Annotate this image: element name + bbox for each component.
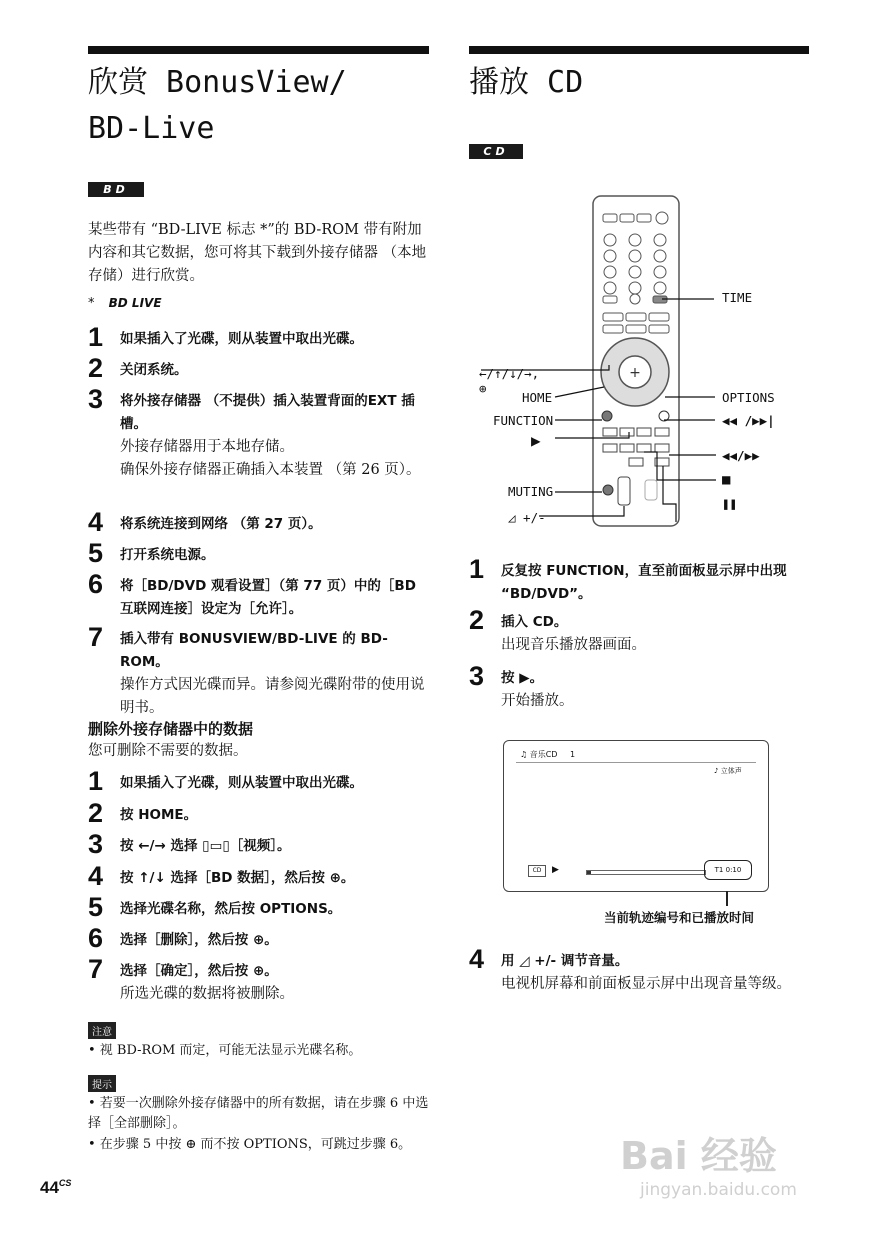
cd-step-4: 4 用 ◿ +/- 调节音量。 电视机屏幕和前面板显示屏中出现音量等级。 bbox=[469, 944, 791, 992]
rew-ff-label: ◀◀/▶▶ bbox=[722, 448, 760, 463]
step-5: 5 打开系统电源。 bbox=[88, 538, 215, 568]
baidu-watermark-url: jingyan.baidu.com bbox=[640, 1180, 797, 1200]
cd-step-1: 1 反复按 FUNCTION，直至前面板显示屏中出现 “BD/DVD”。 bbox=[469, 554, 787, 602]
step-1: 1 如果插入了光碟，则从装置中取出光碟。 bbox=[88, 322, 363, 352]
delete-step-6: 6 选择［删除］，然后按 ⊕。 bbox=[88, 923, 278, 953]
page-number: $44^{CS}$ bbox=[40, 1178, 72, 1197]
progress-bar bbox=[586, 870, 706, 875]
left-top-rule bbox=[88, 46, 429, 54]
muting-label: MUTING bbox=[508, 484, 554, 499]
screen-divider bbox=[516, 762, 756, 763]
note-label: 注意 bbox=[88, 1022, 116, 1039]
delete-heading: 删除外接存储器中的数据 bbox=[88, 720, 254, 738]
tip-label: 提示 bbox=[88, 1075, 116, 1092]
volume-rocker bbox=[618, 477, 630, 505]
section-title-play-cd: 播放 CD bbox=[469, 65, 584, 100]
bd-live-logo-note: * BD LIVE bbox=[88, 296, 162, 311]
delete-intro: 您可删除不需要的数据。 bbox=[88, 743, 248, 759]
bd-badge: BD bbox=[88, 182, 144, 197]
section-title-bonusview: 欣赏 BonusView/ BD-Live bbox=[88, 65, 347, 146]
stop-label: ■ bbox=[722, 472, 731, 488]
time-label: TIME bbox=[722, 290, 753, 305]
track-time-readout: T1 0:10 bbox=[714, 866, 742, 874]
enter-label: ⊕ bbox=[479, 381, 487, 396]
delete-step-1: 1 如果插入了光碟，则从装置中取出光碟。 bbox=[88, 766, 363, 796]
note-bullet: • 视 BD-ROM 而定，可能无法显示光碟名称。 bbox=[88, 1043, 362, 1058]
cd-step-3: 3 按 ▶。 开始播放。 bbox=[469, 661, 574, 709]
step-7: 7 插入带有 BONUSVIEW/BD-LIVE 的 BD-ROM。 操作方式因光碟而异。请参阅光碟附带的使用说明书。 bbox=[88, 622, 425, 716]
tip-bullet-1: • 若要一次删除外接存储器中的所有数据，请在步骤 6 中选择［全部删除］。 bbox=[88, 1096, 429, 1131]
delete-step-4: 4 按 ↑/↓ 选择［BD 数据］，然后按 ⊕。 bbox=[88, 861, 355, 891]
baidu-watermark: Bai 经验 bbox=[620, 1134, 777, 1178]
delete-step-5: 5 选择光碟名称，然后按 OPTIONS。 bbox=[88, 892, 342, 922]
delete-step-2: 2 按 HOME。 bbox=[88, 798, 198, 828]
step-3: 3 将外接存储器 （不提供）插入装置背面的EXT 插槽。 外接存储器用于本地存储。 确保外接存储器正确插入本装置 （第 26 页）。 bbox=[88, 384, 421, 478]
play-status-icon: ▶ bbox=[552, 865, 559, 875]
cd-badge: CD bbox=[469, 144, 523, 159]
home-label: HOME bbox=[522, 390, 553, 405]
bd-live-logo: BD LIVE bbox=[108, 296, 162, 310]
remote-control-illustration bbox=[469, 192, 809, 532]
step-6: 6 将［BD/DVD 观看设置］（第 77 页）中的［BD 互联网连接］设定为［允许］。 bbox=[88, 569, 416, 617]
caption-pointer-line bbox=[726, 891, 728, 906]
tip-bullet-2: • 在步骤 5 中按 ⊕ 而不按 OPTIONS，可跳过步骤 6。 bbox=[88, 1137, 412, 1152]
right-top-rule bbox=[469, 46, 809, 54]
screen-header: ♫ 音乐CD 1 bbox=[520, 750, 576, 759]
cd-icon: CD bbox=[528, 865, 546, 877]
track-time-highlight bbox=[704, 860, 752, 880]
progress-fill bbox=[587, 871, 591, 874]
svg-text:+: + bbox=[629, 365, 641, 381]
options-label: OPTIONS bbox=[722, 390, 775, 405]
screen-caption: 当前轨迹编号和已播放时间 bbox=[604, 910, 755, 925]
muting-button bbox=[603, 485, 613, 495]
delete-step-3: 3 按 ←/→ 选择 ▯▭▯［视频］。 bbox=[88, 829, 291, 859]
step-4: 4 将系统连接到网络 （第 27 页）。 bbox=[88, 507, 322, 537]
delete-step-7: 7 选择［确定］，然后按 ⊕。 所选光碟的数据将被删除。 bbox=[88, 954, 294, 1002]
function-button bbox=[602, 411, 612, 421]
volume-label: ◿ +/- bbox=[508, 510, 546, 525]
arrows-label: ←/↑/↓/→, bbox=[479, 366, 540, 381]
prev-next-label: ◀◀ /▶▶| bbox=[722, 413, 775, 428]
stereo-indicator: ♪ 立体声 bbox=[714, 767, 742, 775]
step-2: 2 关闭系统。 bbox=[88, 353, 188, 383]
play-label: ▶ bbox=[531, 431, 541, 450]
pause-label: ❚❚ bbox=[722, 496, 738, 511]
cd-step-2: 2 插入 CD。 出现音乐播放器画面。 bbox=[469, 605, 646, 653]
function-label: FUNCTION bbox=[493, 413, 554, 428]
intro-paragraph: 某些带有 “BD-LIVE 标志 *”的 BD-ROM 带有附加内容和其它数据，您可将其下载到外接存储器 （本地存储）进行欣赏。 bbox=[88, 222, 427, 284]
music-player-screen bbox=[503, 740, 769, 892]
